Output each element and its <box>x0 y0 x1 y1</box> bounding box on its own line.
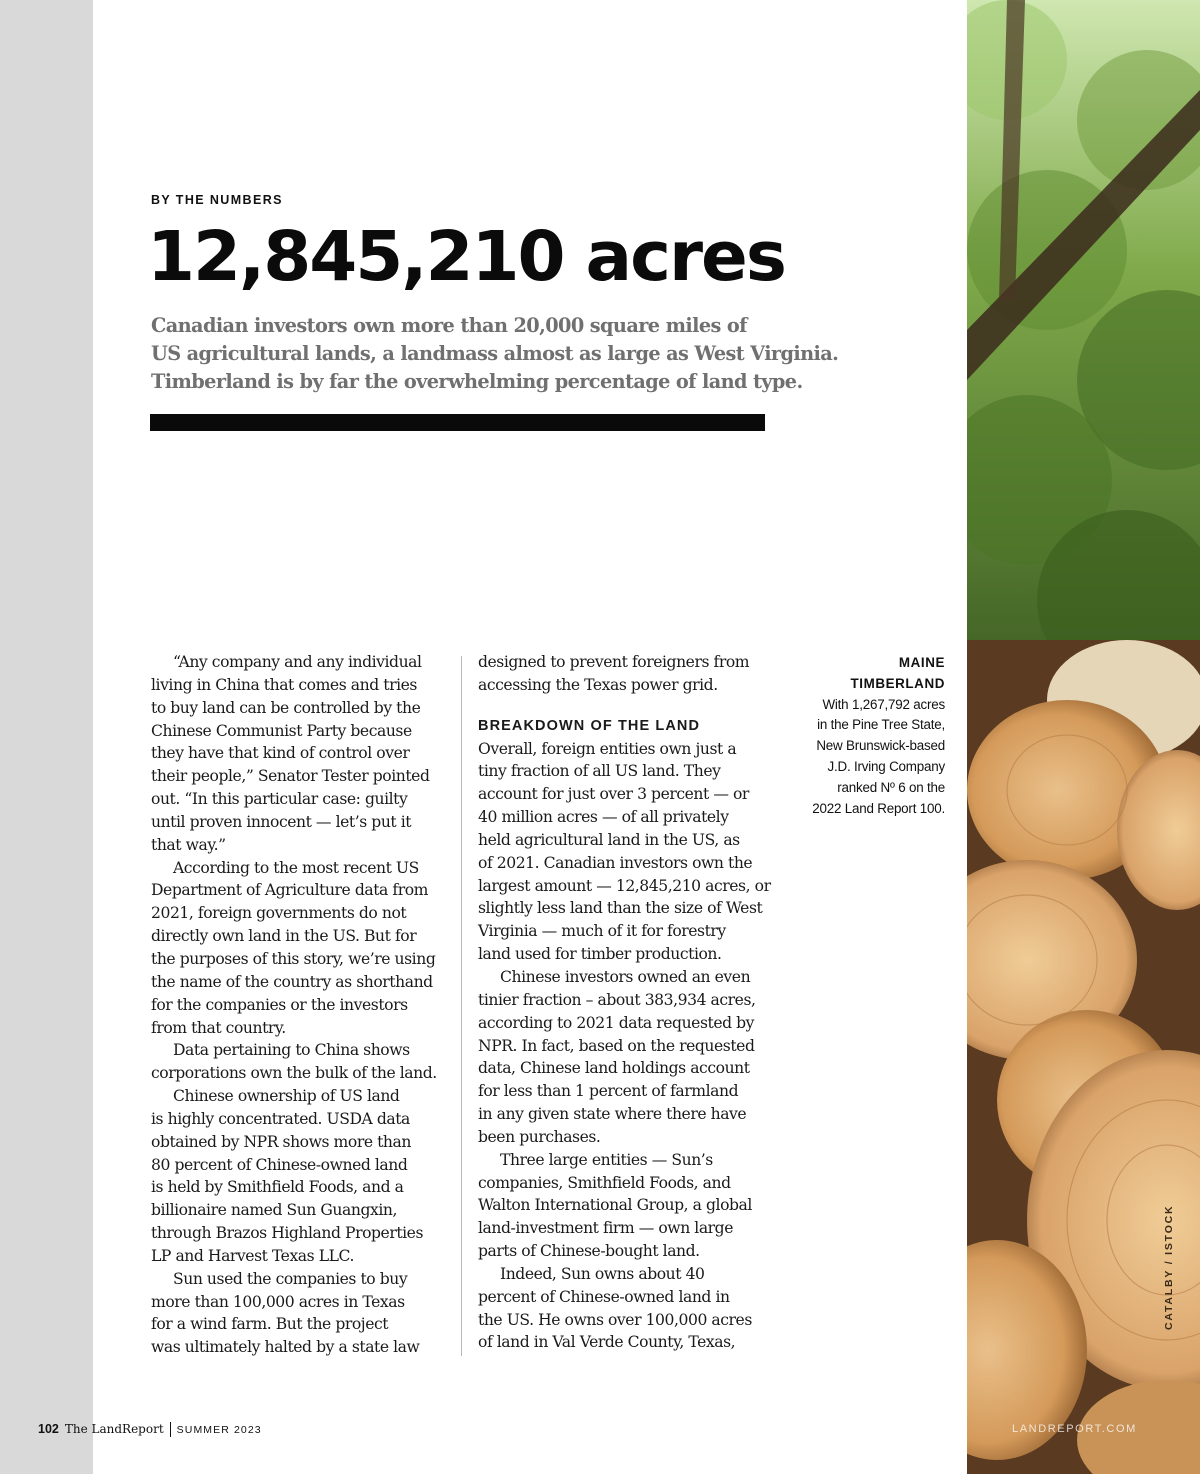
body-text-line: Overall, foreign entities own just a <box>478 739 737 758</box>
body-text-line: Chinese investors owned an even <box>500 967 751 986</box>
body-text-line: land-investment firm — own large <box>478 1219 733 1238</box>
body-text-line: more than 100,000 acres in Texas <box>151 1292 405 1311</box>
body-text-line: for the companies or the investors <box>151 995 408 1014</box>
caption-title: TIMBERLAND <box>850 675 945 691</box>
body-text-line: Sun used the companies to buy <box>173 1269 408 1288</box>
body-text-line: accessing the Texas power grid. <box>478 675 718 694</box>
body-text-line: out. “In this particular case: guilty <box>151 790 408 809</box>
page-gutter <box>0 0 93 1474</box>
body-text-line: “Any company and any individual <box>173 653 422 671</box>
body-text-line: the US. He owns over 100,000 acres <box>478 1310 752 1329</box>
dek-line: Canadian investors own more than 20,000 square miles of <box>151 314 747 337</box>
body-text-line: parts of Chinese-bought land. <box>478 1242 700 1261</box>
page-number: 102 <box>38 1422 59 1436</box>
body-text-line: held agricultural land in the US, as <box>478 830 740 849</box>
body-text-line: was ultimately halted by a state law <box>151 1338 420 1357</box>
body-text-line: of land in Val Verde County, Texas, <box>478 1333 736 1352</box>
headline-rule <box>150 414 765 431</box>
body-text-line: for less than 1 percent of farmland <box>478 1082 739 1101</box>
body-text-line: designed to prevent foreigners from <box>478 653 750 671</box>
body-text-line: percent of Chinese-owned land in <box>478 1287 730 1306</box>
dek-line: US agricultural lands, a landmass almost as large as West Virginia. <box>151 342 839 365</box>
body-text-line: in any given state where there have <box>478 1105 747 1124</box>
article-column-left <box>151 651 451 1359</box>
body-text-line: Chinese ownership of US land <box>173 1087 400 1106</box>
body-text-line: tiny fraction of all US land. They <box>478 762 721 781</box>
body-text-line: of 2021. Canadian investors own the <box>478 853 753 872</box>
caption-line: in the Pine Tree State, <box>817 717 945 733</box>
body-text-line: through Brazos Highland Properties <box>151 1224 424 1243</box>
body-text-line: 2021, foreign governments do not <box>151 904 407 923</box>
caption-line: ranked Nº 6 on the <box>837 779 945 795</box>
body-text-line: to buy land can be controlled by the <box>151 698 421 717</box>
body-text-line: companies, Smithfield Foods, and <box>478 1173 731 1192</box>
folio-separator <box>170 1422 171 1437</box>
body-text-line: according to 2021 data requested by <box>478 1013 755 1032</box>
body-text-line: Chinese Communist Party because <box>151 721 412 740</box>
body-text-line: been purchases. <box>478 1127 601 1146</box>
body-text-line: they have that kind of control over <box>151 744 410 763</box>
caption-line: With 1,267,792 acres <box>822 696 945 712</box>
body-text-line: living in China that comes and tries <box>151 675 417 694</box>
body-text-line: Walton International Group, a global <box>478 1196 752 1215</box>
photo-credit: CATALBY / ISTOCK <box>1163 1204 1175 1330</box>
body-text-line: 80 percent of Chinese-owned land <box>151 1155 408 1174</box>
caption-line: New Brunswick-based <box>816 738 945 754</box>
body-text-line: from that country. <box>151 1018 286 1037</box>
caption-title: MAINE <box>898 655 945 670</box>
body-text-line: Indeed, Sun owns about 40 <box>500 1264 705 1283</box>
body-text-line: Department of Agriculture data from <box>151 881 428 900</box>
body-text-line: their people,” Senator Tester pointed <box>151 767 430 786</box>
body-text-line: account for just over 3 percent — or <box>478 785 749 804</box>
body-text-line: is highly concentrated. USDA data <box>151 1109 410 1128</box>
body-text-line: for a wind farm. But the project <box>151 1315 389 1334</box>
body-text-line: largest amount — 12,845,210 acres, or <box>478 876 771 895</box>
body-text-line: billionaire named Sun Guangxin, <box>151 1201 397 1220</box>
dek-line: Timberland is by far the overwhelming percentage of land type. <box>151 370 803 393</box>
website-url: LANDREPORT.COM <box>1012 1423 1137 1435</box>
dek <box>151 312 839 396</box>
body-text-line: is held by Smithfield Foods, and a <box>151 1178 404 1197</box>
body-text-line: slightly less land than the size of West <box>478 899 763 918</box>
body-text-line: According to the most recent US <box>173 858 419 877</box>
body-text-line: the name of the country as shorthand <box>151 972 433 991</box>
issue-date: SUMMER 2023 <box>176 1424 262 1436</box>
magazine-name: The LandReport <box>64 1422 164 1436</box>
page-folio <box>38 1422 262 1437</box>
article-column-right <box>478 651 778 1354</box>
body-text-line: data, Chinese land holdings account <box>478 1059 750 1078</box>
column-divider <box>461 656 462 1356</box>
headline: 12,845,210 acres <box>147 217 785 297</box>
body-text-line: Data pertaining to China shows <box>173 1041 410 1060</box>
body-text-line: land used for timber production. <box>478 945 722 964</box>
body-text-line: tinier fraction – about 383,934 acres, <box>478 990 756 1009</box>
body-text-line: until proven innocent — let’s put it <box>151 812 412 831</box>
section-kicker: BY THE NUMBERS <box>151 193 283 207</box>
body-text-line: the purposes of this story, we’re using <box>151 949 436 968</box>
body-text-line: corporations own the bulk of the land. <box>151 1064 437 1083</box>
caption-line: J.D. Irving Company <box>827 758 945 774</box>
body-text-line: directly own land in the US. But for <box>151 927 417 946</box>
section-subhead: BREAKDOWN OF THE LAND <box>478 717 701 734</box>
body-text-line: NPR. In fact, based on the requested <box>478 1036 755 1055</box>
body-text-line: Virginia — much of it for forestry <box>478 922 726 941</box>
body-text-line: LP and Harvest Texas LLC. <box>151 1246 354 1265</box>
body-text-line: obtained by NPR shows more than <box>151 1132 411 1151</box>
body-text-line: 40 million acres — of all privately <box>478 808 729 827</box>
photo-caption <box>790 653 945 819</box>
body-text-line: that way.” <box>151 835 226 854</box>
body-text-line: Three large entities — Sun’s <box>500 1150 713 1169</box>
caption-line: 2022 Land Report 100. <box>812 800 945 816</box>
